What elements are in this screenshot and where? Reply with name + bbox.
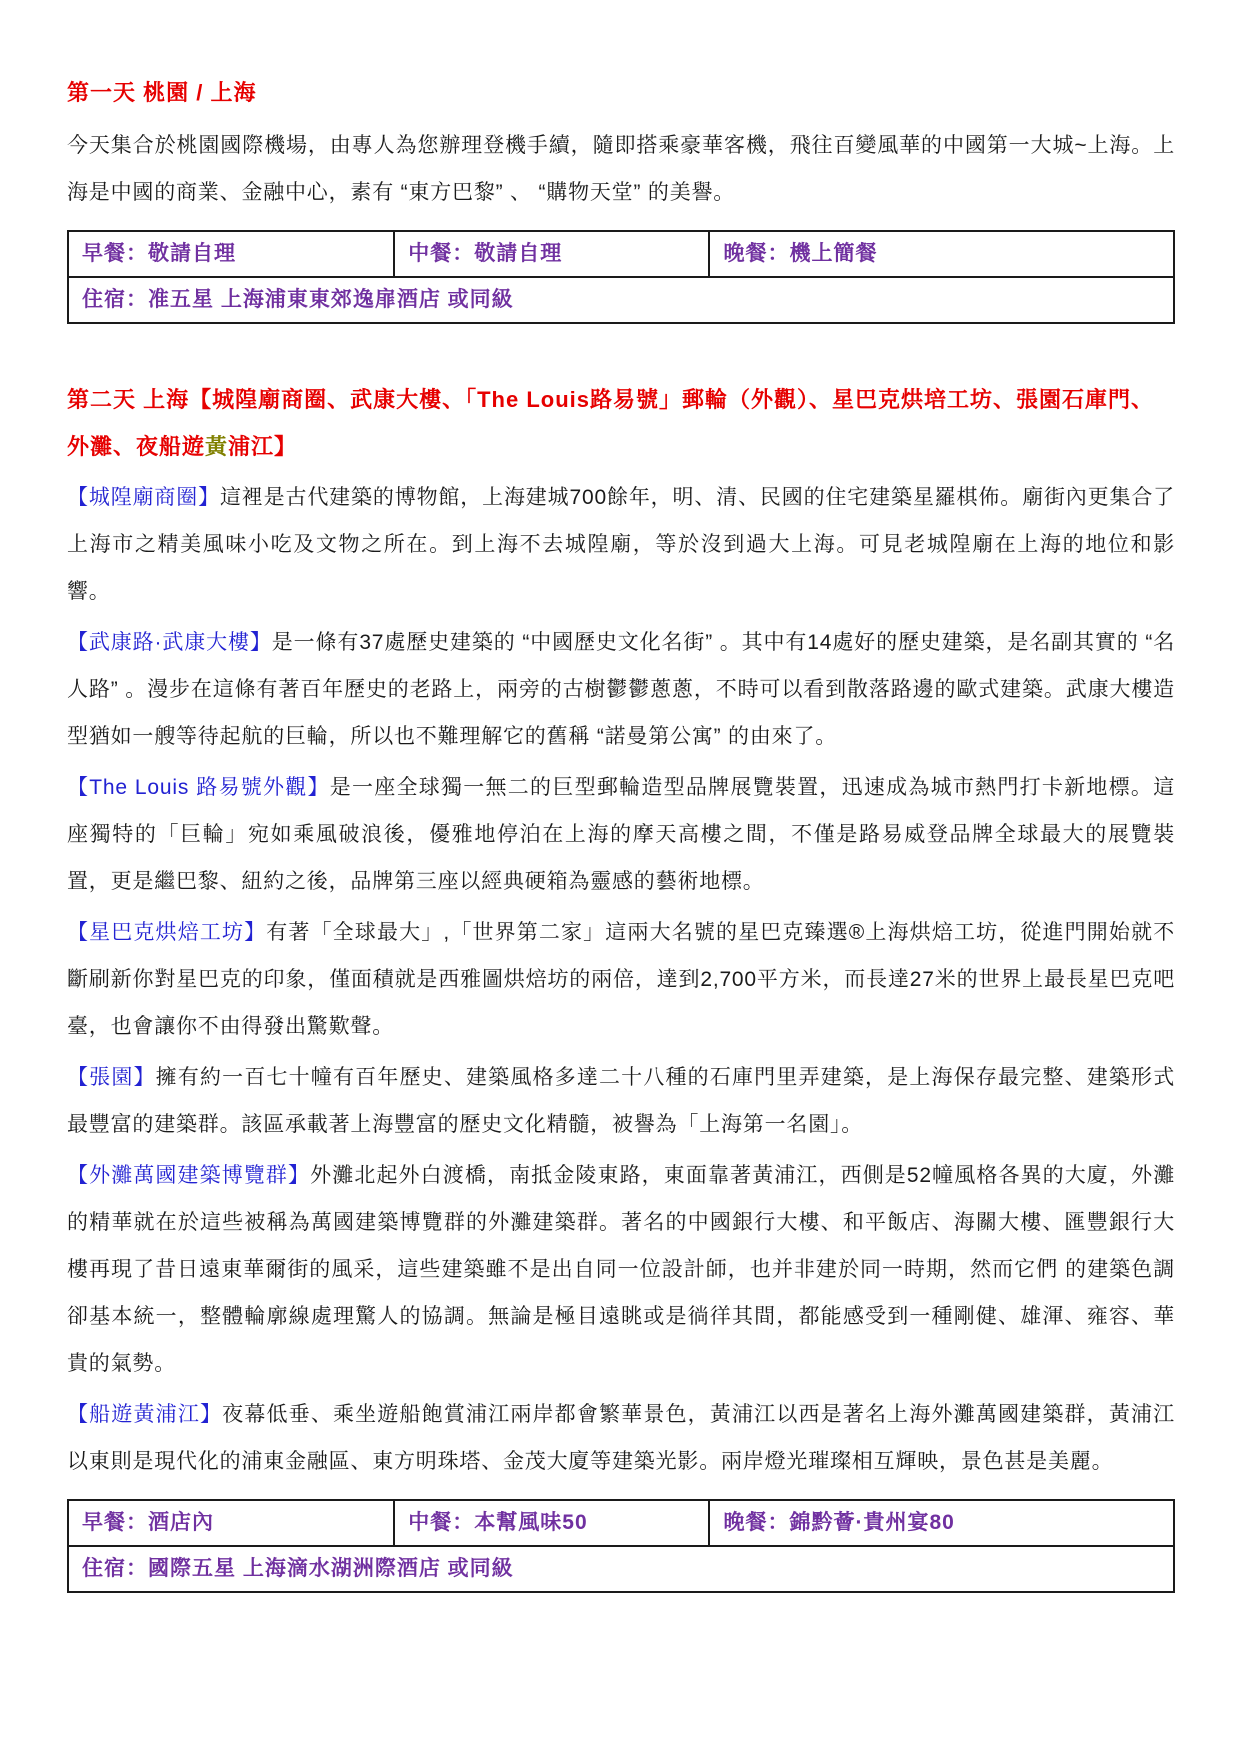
attraction-label: 【船遊黃浦江】	[67, 1403, 223, 1426]
attraction-text: 外灘北起外白渡橋，南抵金陵東路，東面靠著黃浦江，西側是52幢風格各異的大廈，外灘的精華就在於這些被稱為萬國建築博覽群的外灘建築群。著名的中國銀行大樓、和平飯店、海關大樓、匯豐銀行大樓再現了昔日遠東華爾街的風采，這些建築雖不是出自同一位設計師，也并非建於同一時期，然而它們 的建築色調卻基本統一，整體輪廓線處理驚人的協調。無論是極目遠眺或是徜徉其間，都能感受到一種剛健、雄渾、雍容、華貴的氣勢。	[67, 1164, 1175, 1375]
day2-dinner-cell: 晚餐：錦黔薈·貴州宴80	[709, 1500, 1174, 1546]
day2-title-tail: 浦江】	[228, 434, 298, 459]
attraction-text: 有著「全球最大」,「世界第二家」這兩大名號的星巴克臻選®上海烘焙工坊，從進門開始就不斷刷新你對星巴克的印象，僅面積就是西雅圖烘焙坊的兩倍，達到2,700平方米，而長達27米的世界上最長星巴克吧臺，也會讓你不由得發出驚歎聲。	[67, 921, 1176, 1038]
day2-hotel-row	[68, 1546, 1174, 1592]
attraction-text: 夜幕低垂、乘坐遊船飽賞浦江兩岸都會繁華景色，黃浦江以西是著名上海外灘萬國建築群，黃浦江以東則是現代化的浦東金融區、東方明珠塔、金茂大廈等建築光影。兩岸燈光璀璨相互輝映，景色甚是美麗。	[67, 1403, 1175, 1473]
day2-lunch-cell: 中餐：本幫風味50	[394, 1500, 709, 1546]
attraction-section-wukang	[67, 619, 1175, 760]
attraction-section-zhangyuan	[67, 1054, 1175, 1148]
day2-meals-row	[68, 1500, 1174, 1546]
attraction-label: 【星巴克烘焙工坊】	[67, 921, 267, 944]
attraction-section-chenghuangmiao	[67, 474, 1175, 615]
attraction-section-starbucks	[67, 909, 1175, 1050]
attraction-text: 是一條有37處歷史建築的 “中國歷史文化名街” 。其中有14處好的歷史建築，是名副其實的 “名人路” 。漫步在這條有著百年歷史的老路上，兩旁的古樹鬱鬱蔥蔥，不時可以看到散落路邊的歐式建築。武康大樓造型猶如一艘等待起航的巨輪，所以也不難理解它的舊稱 “諾曼第公寓” 的由來了。	[67, 631, 1176, 748]
attraction-section-the-louis	[67, 764, 1175, 905]
day1-description: 今天集合於桃園國際機場，由專人為您辦理登機手續，隨即搭乘豪華客機，飛往百變風華的中國第一大城~上海。上海是中國的商業、金融中心，素有 “東方巴黎” 、 “購物天堂” 的美譽。	[67, 134, 1175, 204]
day1-title: 第一天 桃園 / 上海	[67, 80, 257, 105]
attraction-text: 是一座全球獨一無二的巨型郵輪造型品牌展覽裝置，迅速成為城市熱門打卡新地標。這座獨特的「巨輪」宛如乘風破浪後，優雅地停泊在上海的摩天高樓之間，不僅是路易威登品牌全球最大的展覽裝置，更是繼巴黎、紐約之後，品牌第三座以經典硬箱為靈感的藝術地標。	[67, 776, 1175, 893]
day2-hotel-cell: 住宿：國際五星 上海滴水湖洲際酒店 或同級	[68, 1546, 1174, 1592]
attraction-text: 擁有約一百七十幢有百年歷史、建築風格多達二十八種的石庫門里弄建築，是上海保存最完整、建築形式最豐富的建築群。該區承載著上海豐富的歷史文化精髓，被譽為「上海第一名園」。	[67, 1066, 1175, 1136]
attraction-label: 【The Louis 路易號外觀】	[67, 776, 330, 799]
day2-title-text: 第二天 上海【城隍廟商圈、武康大樓、「The Louis路易號」郵輪（外觀）、星巴克烘培工坊、張園石庫門、外灘、夜船遊	[67, 387, 1155, 459]
day1-meals-row	[68, 231, 1174, 277]
attraction-section-bund	[67, 1152, 1175, 1387]
day1-hotel-row	[68, 277, 1174, 323]
day1-dinner-cell: 晚餐：機上簡餐	[709, 231, 1174, 277]
attraction-section-huangpu-cruise	[67, 1391, 1175, 1485]
day2-breakfast-cell: 早餐：酒店內	[68, 1500, 394, 1546]
day1-breakfast-cell: 早餐：敬請自理	[68, 231, 394, 277]
day1-lunch-cell: 中餐：敬請自理	[394, 231, 709, 277]
attraction-label: 【外灘萬國建築博覽群】	[67, 1164, 311, 1187]
day2-block	[67, 376, 1175, 1593]
day1-hotel-cell: 住宿：准五星 上海浦東東郊逸扉酒店 或同級	[68, 277, 1174, 323]
attraction-label: 【城隍廟商圈】	[67, 486, 220, 509]
day2-meal-table	[67, 1499, 1175, 1593]
day2-title	[67, 376, 1175, 470]
attraction-text: 這裡是古代建築的博物館，上海建城700餘年，明、清、民國的住宅建築星羅棋佈。廟街內更集合了上海市之精美風味小吃及文物之所在。到上海不去城隍廟，等於沒到過大上海。可見老城隍廟在上海的地位和影響。	[67, 486, 1175, 603]
day2-title-highlight: 黃	[205, 434, 229, 459]
day1-meal-table	[67, 230, 1175, 324]
attraction-label: 【武康路·武康大樓】	[67, 631, 272, 654]
attraction-label: 【張園】	[67, 1066, 156, 1089]
